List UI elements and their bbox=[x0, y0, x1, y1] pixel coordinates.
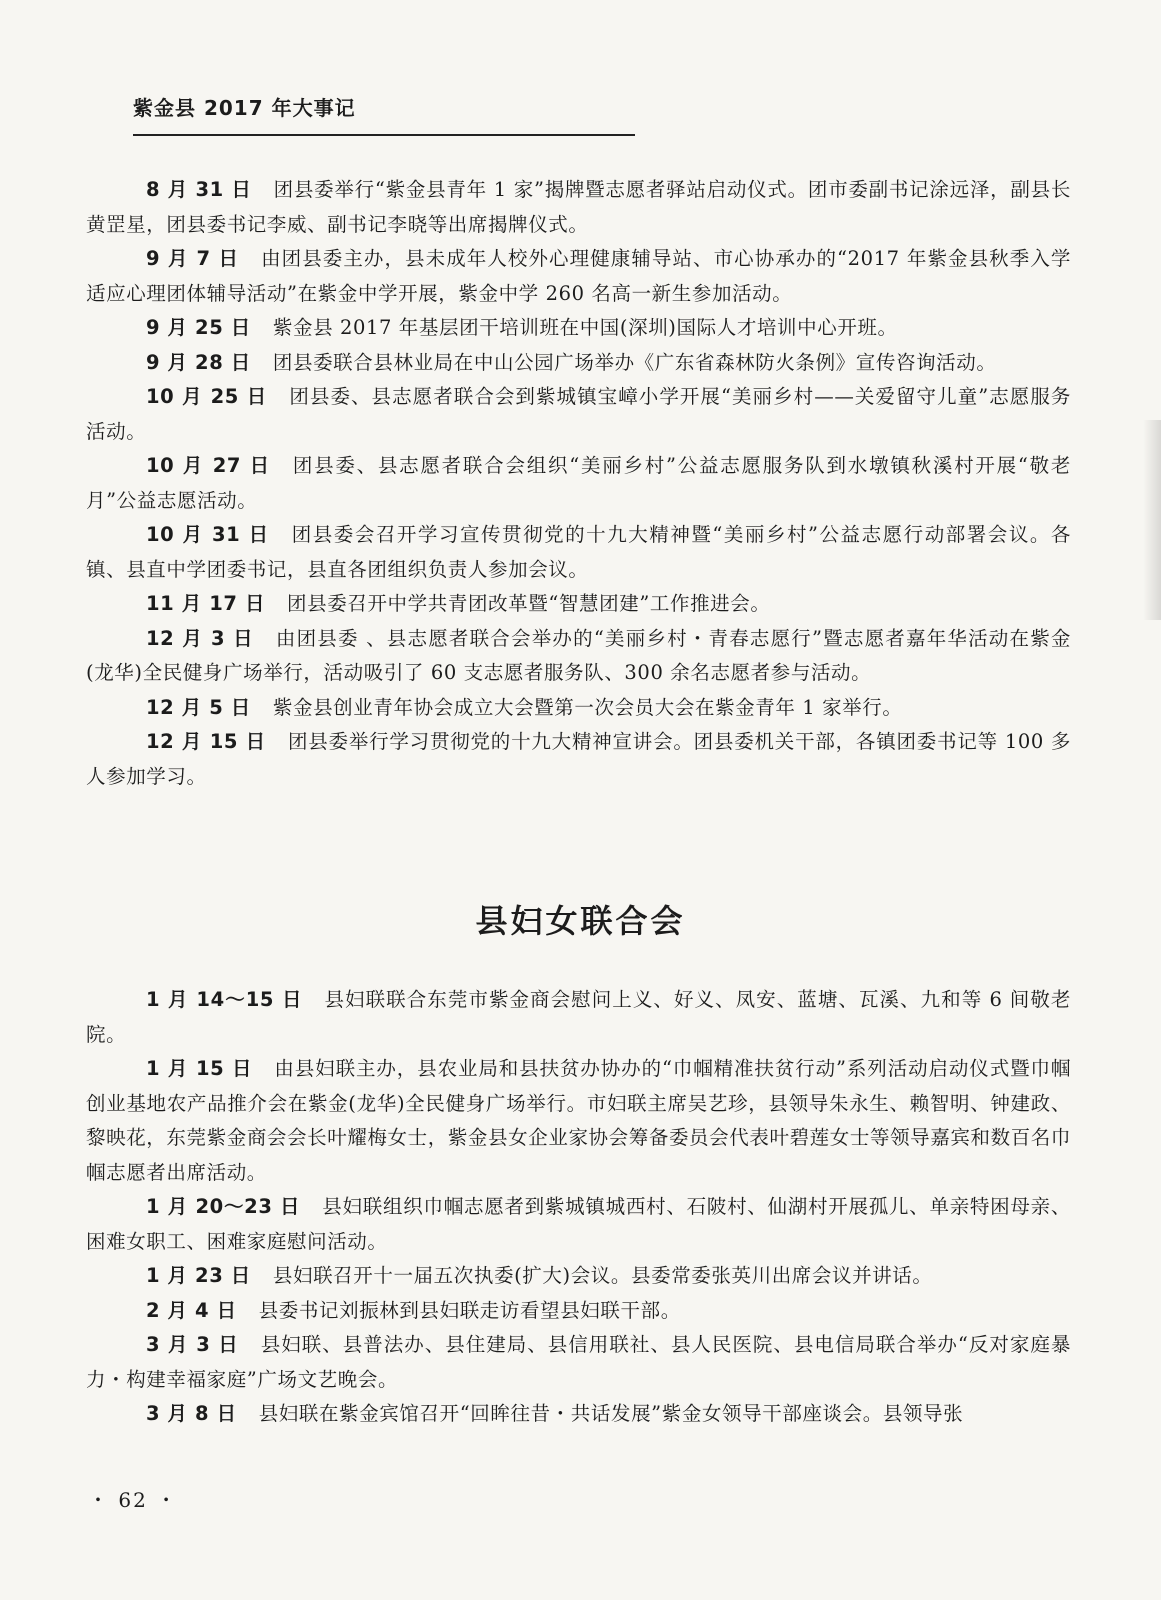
entry-date: 12 月 5 日 bbox=[146, 695, 251, 719]
running-header: 紫金县 2017 年大事记 bbox=[133, 96, 356, 120]
entry bbox=[86, 311, 1071, 346]
entry-date: 9 月 28 日 bbox=[146, 350, 251, 374]
scan-edge-shadow bbox=[1143, 420, 1161, 620]
womens-federation-entries bbox=[86, 983, 1071, 1432]
entry bbox=[86, 346, 1071, 381]
entry bbox=[86, 983, 1071, 1052]
entry bbox=[86, 1294, 1071, 1329]
entry bbox=[86, 518, 1071, 587]
entry bbox=[86, 622, 1071, 691]
entry-text: 县妇联联合东莞市紫金商会慰问上义、好义、凤安、蓝塘、瓦溪、九和等 6 间敬老院。 bbox=[86, 988, 1071, 1046]
entry-date: 1 月 14～15 日 bbox=[146, 988, 303, 1011]
entry-text: 团县委举行“紫金县青年 1 家”揭牌暨志愿者驿站启动仪式。团市委副书记涂远泽，副县长黄罡星，团县委书记李威、副书记李晓等出席揭牌仪式。 bbox=[86, 178, 1071, 236]
header-rule bbox=[133, 134, 635, 136]
entry bbox=[86, 725, 1071, 794]
entry-text: 由团县委 、县志愿者联合会举办的“美丽乡村・青春志愿行”暨志愿者嘉年华活动在紫金(龙华)全民健身广场举行，活动吸引了 60 支志愿者服务队、300 余名志愿者参与活动。 bbox=[86, 626, 1072, 684]
entry bbox=[86, 173, 1071, 242]
entry bbox=[86, 1328, 1071, 1397]
entry-text: 由团县委主办，县未成年人校外心理健康辅导站、市心协承办的“2017 年紫金县秋季入学适应心理团体辅导活动”在紫金中学开展，紫金中学 260 名高一新生参加活动。 bbox=[86, 247, 1071, 305]
entry-text: 县妇联在紫金宾馆召开“回眸往昔・共话发展”紫金女领导干部座谈会。县领导张 bbox=[258, 1402, 964, 1425]
entry-date: 1 月 15 日 bbox=[146, 1057, 253, 1080]
entry-date: 8 月 31 日 bbox=[146, 178, 252, 201]
entry-text: 团县委会召开学习宣传贯彻党的十九大精神暨“美丽乡村”公益志愿行动部署会议。各镇、县直中学团委书记，县直各团组织负责人参加会议。 bbox=[86, 523, 1071, 581]
youth-league-entries bbox=[86, 173, 1071, 794]
entry-text: 由县妇联主办，县农业局和县扶贫办协办的“巾帼精准扶贫行动”系列活动启动仪式暨巾帼创业基地农产品推介会在紫金(龙华)全民健身广场举行。市妇联主席吴艺珍，县领导朱永生、赖智明、钟建政、黎映花，东莞紫金商会会长叶耀梅女士，紫金县女企业家协会筹备委员会代表叶碧莲女士等领导嘉宾和数百名巾帼志愿者出席活动。 bbox=[86, 1057, 1071, 1184]
entry-date: 3 月 3 日 bbox=[146, 1333, 239, 1356]
entry-date: 12 月 15 日 bbox=[146, 730, 266, 753]
entry-text: 团县委联合县林业局在中山公园广场举办《广东省森林防火条例》宣传咨询活动。 bbox=[272, 350, 997, 374]
entry-text: 县妇联组织巾帼志愿者到紫城镇城西村、石陂村、仙湖村开展孤儿、单亲特困母亲、困难女职工、困难家庭慰问活动。 bbox=[86, 1195, 1071, 1253]
entry-text: 团县委举行学习贯彻党的十九大精神宣讲会。团县委机关干部，各镇团委书记等 100 多人参加学习。 bbox=[86, 730, 1071, 788]
entry bbox=[86, 1397, 1071, 1432]
entry bbox=[86, 691, 1071, 726]
entry-text: 县妇联召开十一届五次执委(扩大)会议。县委常委张英川出席会议并讲话。 bbox=[272, 1264, 933, 1287]
entry-text: 紫金县创业青年协会成立大会暨第一次会员大会在紫金青年 1 家举行。 bbox=[272, 695, 903, 719]
entry-date: 12 月 3 日 bbox=[146, 626, 254, 650]
entry bbox=[86, 1259, 1071, 1294]
entry bbox=[86, 242, 1071, 311]
section-title: 县妇女联合会 bbox=[475, 902, 686, 940]
entry bbox=[86, 587, 1071, 622]
entry bbox=[86, 1052, 1071, 1190]
entry-date: 9 月 7 日 bbox=[146, 247, 240, 270]
entry bbox=[86, 1190, 1071, 1259]
entry-date: 2 月 4 日 bbox=[146, 1298, 237, 1322]
entry bbox=[86, 380, 1071, 449]
page-number: ・ 62 ・ bbox=[88, 1488, 179, 1512]
entry-date: 10 月 31 日 bbox=[146, 523, 270, 546]
entry-date: 1 月 20～23 日 bbox=[146, 1195, 301, 1218]
entry-date: 10 月 25 日 bbox=[146, 385, 268, 408]
entry-date: 9 月 25 日 bbox=[146, 316, 251, 339]
entry-text: 紫金县 2017 年基层团干培训班在中国(深圳)国际人才培训中心开班。 bbox=[272, 316, 898, 339]
entry-text: 县委书记刘振林到县妇联走访看望县妇联干部。 bbox=[258, 1298, 681, 1322]
entry bbox=[86, 449, 1071, 518]
entry-date: 3 月 8 日 bbox=[146, 1402, 237, 1425]
entry-date: 10 月 27 日 bbox=[146, 454, 271, 477]
entry-date: 1 月 23 日 bbox=[146, 1264, 251, 1287]
entry-text: 团县委、县志愿者联合会到紫城镇宝嶂小学开展“美丽乡村——关爱留守儿童”志愿服务活动。 bbox=[86, 385, 1072, 443]
entry-text: 团县委召开中学共青团改革暨“智慧团建”工作推进会。 bbox=[287, 592, 771, 615]
entry-text: 县妇联、县普法办、县住建局、县信用联社、县人民医院、县电信局联合举办“反对家庭暴力・构建幸福家庭”广场文艺晚会。 bbox=[86, 1333, 1071, 1391]
entry-date: 11 月 17 日 bbox=[146, 592, 266, 615]
entry-text: 团县委、县志愿者联合会组织“美丽乡村”公益志愿服务队到水墩镇秋溪村开展“敬老月”公益志愿活动。 bbox=[86, 454, 1071, 512]
